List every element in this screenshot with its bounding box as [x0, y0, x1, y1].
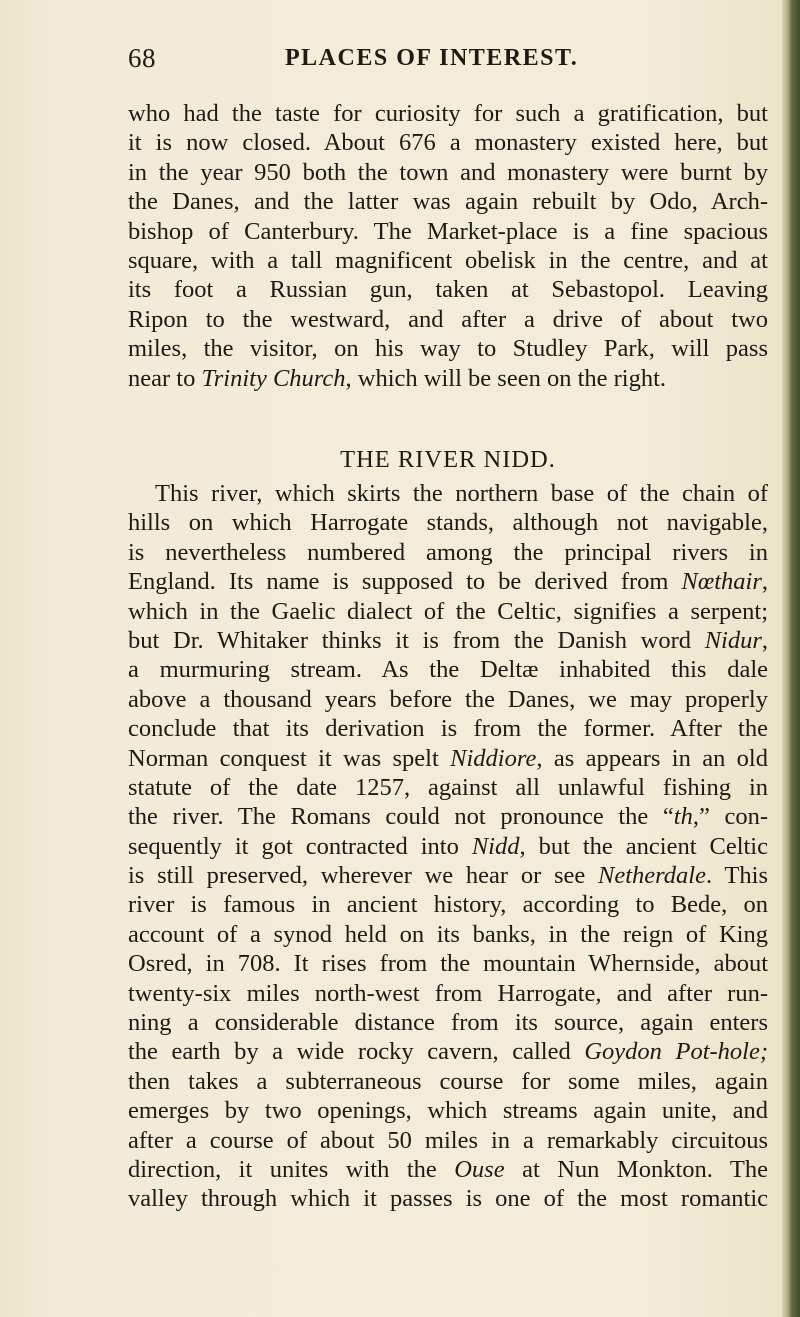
- text-line: [128, 567, 768, 596]
- text-line: who had the taste for curiosity for such a gratification, but: [128, 100, 768, 127]
- italic-term: Nidd: [471, 832, 520, 860]
- italic-term: Netherdale: [598, 862, 706, 890]
- italic-term: th: [673, 803, 693, 831]
- text-line: [128, 832, 768, 861]
- text-line: [128, 508, 768, 537]
- text-run: conclude that its derivation is from the former. After the: [128, 715, 768, 743]
- text-run: England. Its name is supposed to be derived from: [128, 568, 682, 596]
- text-line: [128, 655, 768, 684]
- text-line: [128, 597, 768, 626]
- text-run: then takes a subterraneous course for some miles, again: [128, 1067, 768, 1095]
- text-run: valley through which it passes is one of the most romantic: [128, 1185, 768, 1213]
- text-run: ning a considerable distance from its source, again enters: [128, 1009, 768, 1037]
- text-run: This river, which skirts the northern base of the chain of: [155, 480, 768, 507]
- italic-term: Niddiore: [450, 744, 537, 772]
- text-line: [128, 538, 768, 567]
- text-run: is nevertheless numbered among the principal rivers in: [128, 538, 768, 566]
- text-line: its foot a Russian gun, taken at Sebastopol. Leaving: [128, 276, 768, 304]
- text-run: ,: [761, 626, 768, 654]
- text-line: [128, 1067, 768, 1096]
- text-line: [128, 364, 768, 393]
- text-run: direction, it unites with the: [128, 1155, 455, 1183]
- text-run: twenty-six miles north-west from Harrogate, and after run-: [128, 979, 768, 1007]
- text-line: [128, 1155, 768, 1184]
- text-line: square, with a tall magnificent obelisk in the centre, and at: [128, 246, 768, 274]
- text-line: [128, 979, 768, 1008]
- text-run: river is famous in ancient history, according to Bede, on: [128, 891, 768, 919]
- paragraph-monastery: [128, 99, 768, 393]
- text-run: , as appears in an old: [536, 744, 768, 772]
- text-line: Ripon to the westward, and after a drive of about two: [128, 305, 768, 333]
- text-run: above a thousand years before the Danes, we may properly: [128, 685, 768, 713]
- text-run: , but the ancient Celtic: [519, 832, 768, 860]
- text-line: in the year 950 both the town and monastery were burnt by: [128, 158, 768, 186]
- text-run: statute of the date 1257, against all unlawful fishing in: [128, 773, 768, 801]
- text-line: [128, 626, 768, 655]
- italic-term: Nœthair: [681, 568, 762, 596]
- text-line: the Danes, and the latter was again rebuilt by Odo, Arch-: [128, 188, 768, 216]
- text-run: account of a synod held on its banks, in the reign of King: [128, 920, 768, 948]
- text-run: but Dr. Whitaker thinks it is from the Danish word: [128, 626, 705, 654]
- text-run: near to: [128, 364, 202, 392]
- text-line: [128, 949, 768, 978]
- text-run: sequently it got contracted into: [128, 832, 472, 860]
- text-line: [128, 861, 768, 890]
- text-run: a murmuring stream. As the Deltæ inhabited this dale: [128, 656, 768, 684]
- running-head: PLACES OF INTEREST.: [285, 45, 579, 71]
- text-line: miles, the visitor, on his way to Studley Park, will pass: [128, 335, 768, 363]
- text-run: which in the Gaelic dialect of the Celtic, signifies a serpent;: [128, 597, 768, 625]
- text-run: , which will be seen on the right.: [345, 364, 667, 392]
- text-line: [128, 744, 768, 773]
- text-line: bishop of Canterbury. The Market-place is a fine spacious: [128, 217, 768, 245]
- text-run: ,” con-: [692, 803, 768, 831]
- text-line: [128, 1096, 768, 1125]
- page-edge: [782, 0, 800, 1317]
- text-run: ,: [761, 568, 768, 596]
- section-heading: THE RIVER NIDD.: [340, 446, 556, 473]
- italic-term: Trinity Church: [201, 364, 346, 392]
- text-run: after a course of about 50 miles in a remarkably circuitous: [128, 1126, 768, 1154]
- text-line: [128, 1037, 768, 1066]
- italic-term: Nidur: [704, 626, 762, 654]
- page-header: [0, 43, 800, 83]
- text-line: [128, 1008, 768, 1037]
- text-line: [128, 802, 768, 831]
- text-line: [128, 1184, 768, 1213]
- text-line: [128, 714, 768, 743]
- italic-term: Ouse: [454, 1155, 505, 1183]
- text-run: Osred, in 708. It rises from the mountain Whernside, about: [128, 950, 768, 978]
- text-line: [128, 920, 768, 949]
- text-line: [128, 773, 768, 802]
- text-line: [128, 685, 768, 714]
- text-run: Norman conquest it was spelt: [128, 744, 451, 772]
- text-run: is still preserved, wherever we hear or see: [128, 862, 599, 890]
- text-line: [128, 890, 768, 919]
- text-run: the river. The Romans could not pronounce the “: [128, 803, 674, 831]
- text-line: [128, 479, 768, 508]
- text-line: it is now closed. About 676 a monastery existed here, but: [128, 129, 768, 157]
- italic-term: Goydon Pot-hole;: [584, 1038, 768, 1066]
- page-number: 68: [128, 43, 156, 73]
- text-line: [128, 1126, 768, 1155]
- text-run: at Nun Monkton. The: [504, 1155, 768, 1183]
- text-run: . This: [705, 862, 768, 890]
- text-run: the earth by a wide rocky cavern, called: [128, 1038, 585, 1066]
- text-run: emerges by two openings, which streams again unite, and: [128, 1097, 768, 1125]
- paragraph-river-nidd: [128, 479, 768, 1214]
- text-run: hills on which Harrogate stands, although not navigable,: [128, 509, 768, 537]
